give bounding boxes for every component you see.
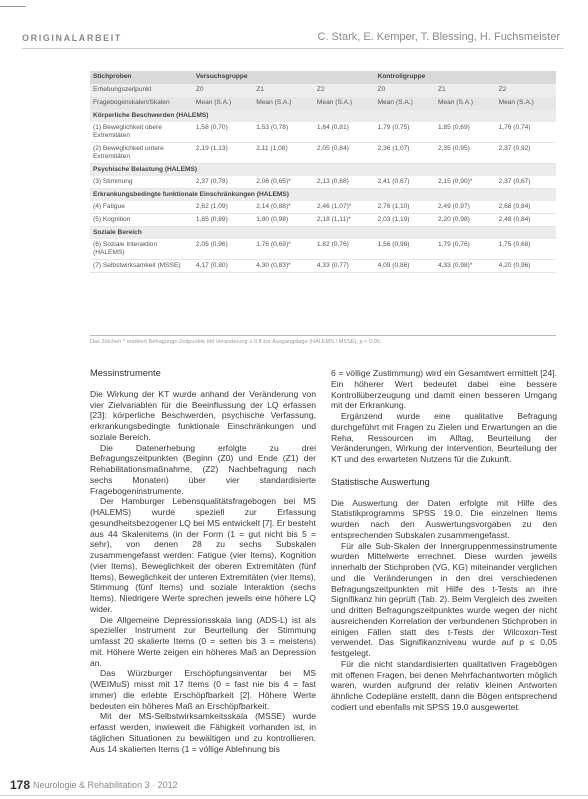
section-title: Erkrankungsbedingte funktionale Einschränkungen (HALEMS)	[90, 189, 556, 202]
table-cell: 2,62 (1,09)	[193, 201, 253, 214]
page-number: 178	[10, 778, 31, 792]
table-cell: 4,09 (0,86)	[375, 260, 435, 273]
time-col: Z1	[435, 84, 496, 97]
table-stat-header	[90, 97, 556, 110]
row-label: (3) Stimmung	[90, 176, 193, 189]
table-cell: 2,35 (0,95)	[435, 143, 496, 164]
table-cell: 1,79 (0,75)	[375, 122, 435, 143]
group2-header: Kontrollgruppe	[375, 71, 556, 84]
time-col: Z2	[314, 84, 375, 97]
section-title: Körperliche Beschwerden (HALEMS)	[90, 110, 556, 122]
table-cell: 2,76 (1,10)	[375, 201, 435, 214]
paragraph: Mit der MS-Selbstwirksamkeitsskala (MSSE) wurde erfasst werden, inwieweit die Fähigkeit vorhanden ist, in täglichen Situationen zu bewältigen und zu kontrollieren. Aus 14 skalierten Items (1 = völlige Ablehnung bis	[90, 711, 316, 754]
table-row	[90, 239, 556, 260]
table-cell: 2,48 (0,84)	[496, 214, 556, 227]
paragraph: Ergänzend wurde eine qualitative Befragung durchgeführt mit Fragen zu Zielen und Erwartungen an die Reha, Ressourcen im Alltag, Beurteilung der Veränderungen, Wirkung der Intervention, Beurteilung der KT und des erwarteten Nutzens für die Zukunft.	[331, 411, 557, 464]
row-label: (1) Beweglichkeit obere Extremitäten	[90, 122, 193, 143]
table-cell: 4,33 (0,77)	[314, 260, 375, 273]
table-cell: 2,37 (0,78)	[193, 176, 253, 189]
stat-col: Mean (S.A.)	[496, 97, 556, 110]
table-row	[90, 143, 556, 164]
table-cell: 1,76 (0,69)*	[253, 239, 314, 260]
table-cell: 2,05 (0,84)	[314, 143, 375, 164]
table-cell: 1,80 (0,98)	[253, 214, 314, 227]
table-cell: 2,20 (0,98)	[435, 214, 496, 227]
section-title: Soziale Bereich	[90, 227, 556, 240]
table-cell: 1,85 (0,89)	[193, 214, 253, 227]
table-note: Das Zeichen * markiert Befragungs-Zeitpunkte mit Veränderung ≥ 0,8 zur Ausgangslage (HALEMS / MSSE), p < 0,05.	[90, 335, 556, 345]
table-cell: 1,82 (0,76)	[314, 239, 375, 260]
table-cell: 4,33 (0,98)*	[435, 260, 496, 273]
running-authors: C. Stark, E. Kemper, T. Blessing, H. Fuchsmeister	[317, 31, 560, 43]
table-row	[90, 214, 556, 227]
table-row	[90, 260, 556, 273]
table-cell: 2,46 (1,07)*	[314, 201, 375, 214]
stat-col: Mean (S.A.)	[314, 97, 375, 110]
table-cell: 2,41 (0,67)	[375, 176, 435, 189]
stat-col: Mean (S.A.)	[375, 97, 435, 110]
journal-name: Neurologie & Rehabilitation 3 · 2012	[33, 780, 178, 790]
table-section-row	[90, 164, 556, 177]
table-cell: 4,20 (0,96)	[496, 260, 556, 273]
time-col: Z0	[193, 84, 253, 97]
section-heading: Messinstrumente	[90, 368, 161, 378]
table-cell: 1,58 (0,70)	[193, 122, 253, 143]
table-cell: 2,37 (0,92)	[496, 143, 556, 164]
table-cell: 2,49 (0,97)	[435, 201, 496, 214]
stat-col: Mean (S.A.)	[253, 97, 314, 110]
paragraph: Für alle Sub-Skalen der Innergruppenmessinstrumente wurden Mittelwerte errechnet. Diese wurden jeweils innerhalb der Stichproben (VG, KG) miteinander verglichen und die Veränderungen in den drei verschiedenen Befragungszeitpunkten mit Hilfe des t-Tests an ihre Signifikanz hin geprüft (Tab. 2). Beim Vergleich des zweiten und dritten Befragungszeitpunktes wurde wegen der nicht ausreichenden Korrelation der verbundenen Stichproben in einigen Fällen statt des t-Tests der Wilcoxon-Test verwendet. Das Signifikanzniveau wurde auf p ≤ 0,05 festgelegt.	[331, 540, 557, 658]
table-cell: 1,56 (0,98)	[375, 239, 435, 260]
header-label: Stichproben	[90, 71, 193, 84]
table-cell: 1,79 (0,76)	[435, 239, 496, 260]
table-cell: 2,11 (1,08)	[253, 143, 314, 164]
paragraph: Der Hamburger Lebensqualitätsfragebogen bei MS (HALEMS) wurde speziell zur Erfassung gesundheitsbezogener LQ bei MS entwickelt [7]. Er besteht aus 44 Skalenitems (in der Form (1 = gut nicht bis 5 = sehr), von denen 28 zu sechs Subskalen zusammengefasst werden: Fatigue (vier Items), Kognition (vier Items), Beweglichkeit der oberen Extremitäten (fünf Items), Beweglichkeit der unteren Extremitäten (vier Items), Stimmung (fünf Items) und soziale Interaktion (sechs Items). Niedrigere Werte sprechen jeweils eine höhere LQ wider.	[90, 496, 316, 614]
header-rule	[22, 48, 564, 49]
table-cell: 2,14 (0,88)*	[253, 201, 314, 214]
table-row	[90, 176, 556, 189]
header-label: Fragebogenskalen/Skalen	[90, 97, 193, 110]
table-cell: 1,75 (0,68)	[496, 239, 556, 260]
row-label: (2) Beweglichkeit untere Extremitäten	[90, 143, 193, 164]
row-label: (6) Soziale Interaktion (HALEMS)	[90, 239, 193, 260]
section-heading: Statistische Auswertung	[331, 476, 430, 487]
stat-col: Mean (S.A.)	[193, 97, 253, 110]
table-section-row	[90, 110, 556, 122]
table-cell: 4,30 (0,83)*	[253, 260, 314, 273]
row-label: (7) Selbstwirksamkeit (MSSE)	[90, 260, 193, 273]
stat-col: Mean (S.A.)	[435, 97, 496, 110]
paragraph: 6 = völlige Zustimmung) wird ein Gesamtwert ermittelt [24]. Ein höherer Wert bedeutet dabei eine bessere Kontrollüberzeugung und damit einen besseren Umgang mit der Erkrankung.	[331, 368, 557, 411]
time-col: Z1	[253, 84, 314, 97]
group1-header: Versuchsgruppe	[193, 71, 375, 84]
table-cell: 2,13 (0,68)	[314, 176, 375, 189]
table-row	[90, 201, 556, 214]
table-cell: 2,18 (1,11)*	[314, 214, 375, 227]
table-section-row	[90, 227, 556, 240]
table-row	[90, 122, 556, 143]
paragraph: Die Datenerhebung erfolgte zu drei Befragungszeitpunkten (Beginn (Z0) und Ende (Z1) der Rehabilitationsmaßnahme, (Z2) Nachbefragung nach sechs Monaten) über vier standardisierte Fragebogeninstrumente.	[90, 442, 316, 496]
table-time-header	[90, 84, 556, 97]
table-cell: 2,37 (0,67)	[496, 176, 556, 189]
right-text-column	[331, 368, 557, 778]
paragraph: Die Wirkung der KT wurde anhand der Veränderung von vier Zielvariablen für die Beeinflussung der LQ erfassen [23]: körperliche Beschwerden, psychische Verfassung, erkrankungsbedingte funktionale Einschränkungen und soziale Bereich.	[90, 388, 316, 442]
section-label: ORIGINALARBEIT	[22, 33, 122, 43]
row-label: (4) Fatigue	[90, 201, 193, 214]
table-cell: 1,53 (0,78)	[253, 122, 314, 143]
footer-rule	[0, 795, 588, 796]
time-col: Z2	[496, 84, 556, 97]
paragraph: Die Auswertung der Daten erfolgte mit Hilfe des Statistikprogramms SPSS 19.0. Die einzelnen Items wurden nach den Auswertungsvorgaben zu den entsprechenden Subskalen zusammengefasst.	[331, 497, 557, 540]
table-cell: 1,64 (0,81)	[314, 122, 375, 143]
table-cell: 2,06 (0,65)*	[253, 176, 314, 189]
row-label: (5) Kognition	[90, 214, 193, 227]
table-cell: 4,17 (0,80)	[193, 260, 253, 273]
table-section-row	[90, 189, 556, 202]
table-group-header	[90, 71, 556, 84]
time-col: Z0	[375, 84, 435, 97]
paragraph: Die Allgemeine Depressionsskala lang (ADS-L) ist als spezieller Instrument zur Beurteilung der Stimmung umfasst 20 skalierte Items (0 = selten bis 3 = meistens) mit. Höhere Werte zeigen ein höheres Maß an Depression an.	[90, 614, 316, 668]
left-text-column	[90, 368, 316, 778]
header-label: Erhebungszeitpunkt	[90, 84, 193, 97]
table-cell: 2,03 (1,19)	[375, 214, 435, 227]
table-cell: 1,76 (0,74)	[496, 122, 556, 143]
section-title: Psychische Belastung (HALEMS)	[90, 164, 556, 177]
table-cell: 2,05 (0,96)	[193, 239, 253, 260]
table-cell: 2,19 (1,13)	[193, 143, 253, 164]
table-cell: 2,15 (0,90)*	[435, 176, 496, 189]
top-edge-rule	[0, 6, 26, 7]
table-cell: 2,36 (1,07)	[375, 143, 435, 164]
table-cell: 2,68 (0,84)	[496, 201, 556, 214]
results-table	[90, 71, 556, 273]
paragraph: Für die nicht standardisierten qualitativen Fragebögen mit offenen Fragen, bei denen Mehrfachantworten möglich waren, wurden aufgrund der relativ kleinen Antworten ähnliche Codepläne erstellt, dann die Bögen entsprechend codiert und ebenfalls mit SPSS 19.0 ausgewertet.	[331, 658, 557, 712]
paragraph: Das Würzburger Erschöpfungsinventar bei MS (WEIMuS) misst mit 17 Items (0 = fast nie bis 4 = fast immer) die erlebte Erschöpfbarkeit [2]. Höhere Werte bedeuten ein höheres Maß an Erschöpfbarkeit.	[90, 668, 316, 711]
table-cell: 1,85 (0,69)	[435, 122, 496, 143]
